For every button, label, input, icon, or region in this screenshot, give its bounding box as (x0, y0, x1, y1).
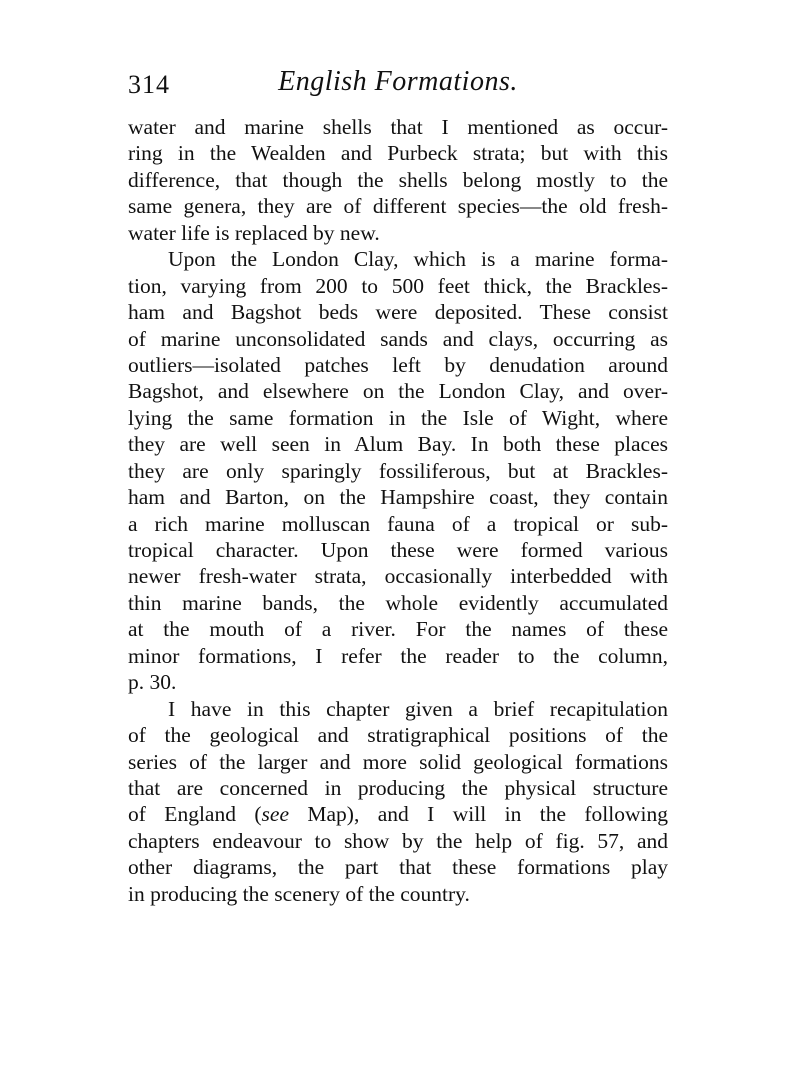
paragraph-3 (128, 696, 668, 908)
text-line: ham and Barton, on the Hampshire coast, they contain (128, 485, 668, 510)
text-line: p. 30. (128, 670, 177, 695)
text-line: at the mouth of a river. For the names of these (128, 617, 668, 642)
text-line: ring in the Wealden and Purbeck strata; but with this (128, 141, 668, 166)
page-number: 314 (128, 70, 170, 99)
text-line: tropical character. Upon these were formed various (128, 538, 668, 562)
text-line: in producing the scenery of the country. (128, 881, 470, 906)
text-line: that are concerned in producing the physical structure (128, 775, 668, 800)
page-header (128, 66, 668, 106)
text-line: outliers—isolated patches left by denudation around (128, 352, 668, 377)
italic-word: see (261, 802, 289, 827)
text-line: Upon the London Clay, which is a marine forma- (168, 247, 668, 272)
text-line: tion, varying from 200 to 500 feet thick, the Brackles- (128, 273, 668, 298)
text-line: thin marine bands, the whole evidently accumulated (128, 590, 668, 615)
text-line: newer fresh-water strata, occasionally interbedded with (128, 564, 668, 589)
text-line: same genera, they are of different species—the old fresh- (128, 194, 668, 219)
text-line: a rich marine molluscan fauna of a tropical or sub- (128, 511, 668, 536)
running-title: English Formations. (278, 66, 518, 97)
text-line: Bagshot, and elsewhere on the London Clay, and over- (128, 379, 668, 404)
body-text (128, 114, 668, 907)
paragraph-2 (128, 246, 668, 695)
text-line: they are only sparingly fossiliferous, but at Brackles- (128, 458, 668, 483)
text-line: of the geological and stratigraphical positions of the (128, 723, 668, 748)
text-line-with-italic (128, 801, 668, 827)
text-line: lying the same formation in the Isle of Wight, where (128, 405, 668, 430)
text-line: series of the larger and more solid geological formations (128, 749, 668, 774)
text-span: Map), and I will in the following (288, 802, 668, 827)
text-line: water life is replaced by new. (128, 220, 380, 245)
paragraph-1 (128, 114, 668, 246)
text-line: difference, that though the shells belong mostly to the (128, 167, 668, 192)
text-line: they are well seen in Alum Bay. In both these places (128, 432, 668, 457)
text-line: water and marine shells that I mentioned as occur- (128, 115, 668, 139)
text-line: ham and Bagshot beds were deposited. These consist (128, 300, 668, 325)
text-span: of England ( (128, 802, 262, 827)
text-line: chapters endeavour to show by the help of fig. 57, and (128, 828, 668, 853)
text-line: other diagrams, the part that these formations play (128, 855, 668, 880)
text-line: I have in this chapter given a brief recapitulation (168, 696, 668, 721)
text-line: minor formations, I refer the reader to the column, (128, 643, 668, 668)
text-line: of marine unconsolidated sands and clays, occurring as (128, 326, 668, 351)
